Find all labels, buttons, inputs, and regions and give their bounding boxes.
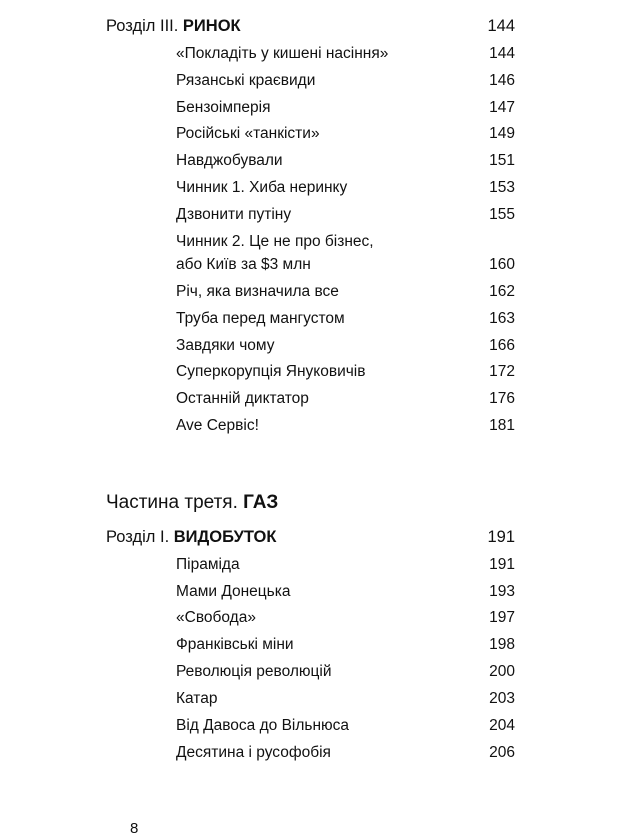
toc-entry-label: Чинник 1. Хиба неринку: [176, 179, 348, 196]
section-3-heading: [106, 17, 241, 36]
toc-entry-page: 155: [489, 206, 515, 223]
toc-entry-label: Дзвонити путіну: [176, 206, 292, 223]
toc-entry-label: Завдяки чому: [176, 337, 275, 354]
section-1-heading: [106, 528, 276, 547]
toc-entry-page: 163: [489, 310, 515, 327]
toc-entry-label: Труба перед мангустом: [176, 310, 345, 327]
section-3-page: 144: [487, 17, 515, 35]
toc-entry-label: Бензоімперія: [176, 99, 271, 116]
toc-entry-page: 146: [489, 72, 515, 89]
toc-entry-page: 149: [489, 125, 515, 142]
toc-entry-label: «Свобода»: [176, 609, 256, 626]
toc-entry-label: «Покладіть у кишені насіння»: [176, 45, 389, 62]
toc-entry-page: 162: [489, 283, 515, 300]
toc-entry-label: Річ, яка визначила все: [176, 283, 339, 300]
toc-entry-page: 181: [489, 417, 515, 434]
toc-entry-label: Франківські міни: [176, 636, 294, 653]
toc-entry-page: 147: [489, 99, 515, 116]
toc-entry-label: Ave Сервіс!: [176, 417, 259, 434]
part-3-heading: [106, 492, 278, 514]
toc-entry-page: 206: [489, 744, 515, 761]
toc-entry-label: Катар: [176, 690, 218, 707]
toc-entry-label: Десятина і русофобія: [176, 744, 331, 761]
toc-entry-page: 153: [489, 179, 515, 196]
toc-entry-page: 203: [489, 690, 515, 707]
toc-entry-page: 144: [489, 45, 515, 62]
toc-entry-page: 193: [489, 583, 515, 600]
toc-entry-page: 204: [489, 717, 515, 734]
toc-entry-label: Революція революцій: [176, 663, 332, 680]
toc-entry-label: Від Давоса до Вільнюса: [176, 717, 350, 734]
toc-entry-page: 166: [489, 337, 515, 354]
toc-entry-page: 200: [489, 663, 515, 680]
section-1-page: 191: [487, 528, 515, 546]
section-3-prefix: Розділ ІІІ.: [106, 17, 179, 35]
toc-entry-page: 198: [489, 636, 515, 653]
toc-entry-page: 176: [489, 390, 515, 407]
toc-entry-page: 151: [489, 152, 515, 169]
toc-entry-label: Останній диктатор: [176, 390, 309, 407]
toc-entry-label: Рязанські краєвиди: [176, 72, 316, 89]
toc-entry-page: 172: [489, 363, 515, 380]
toc-entry-label: Суперкорупція Януковичів: [176, 363, 366, 380]
part-3-title: ГАЗ: [243, 492, 279, 513]
toc-entry-label-line-2: або Київ за $3 млн: [176, 256, 311, 273]
toc-entry-label: Мами Донецька: [176, 583, 291, 600]
section-1-prefix: Розділ І.: [106, 528, 170, 546]
page-number: 8: [130, 820, 139, 837]
part-3-prefix: Частина третя.: [106, 492, 238, 513]
toc-entry-page: 197: [489, 609, 515, 626]
toc-entry-page: 191: [489, 556, 515, 573]
toc-entry-page: 160: [489, 256, 515, 273]
section-1-title: ВИДОБУТОК: [173, 528, 277, 546]
toc-entry-label: Російські «танкісти»: [176, 125, 320, 142]
toc-entry-label: Чинник 2. Це не про бізнес,: [176, 233, 374, 250]
toc-entry-label: Навджобували: [176, 152, 283, 169]
section-3-title: РИНОК: [182, 17, 241, 35]
toc-entry-label: Піраміда: [176, 556, 240, 573]
